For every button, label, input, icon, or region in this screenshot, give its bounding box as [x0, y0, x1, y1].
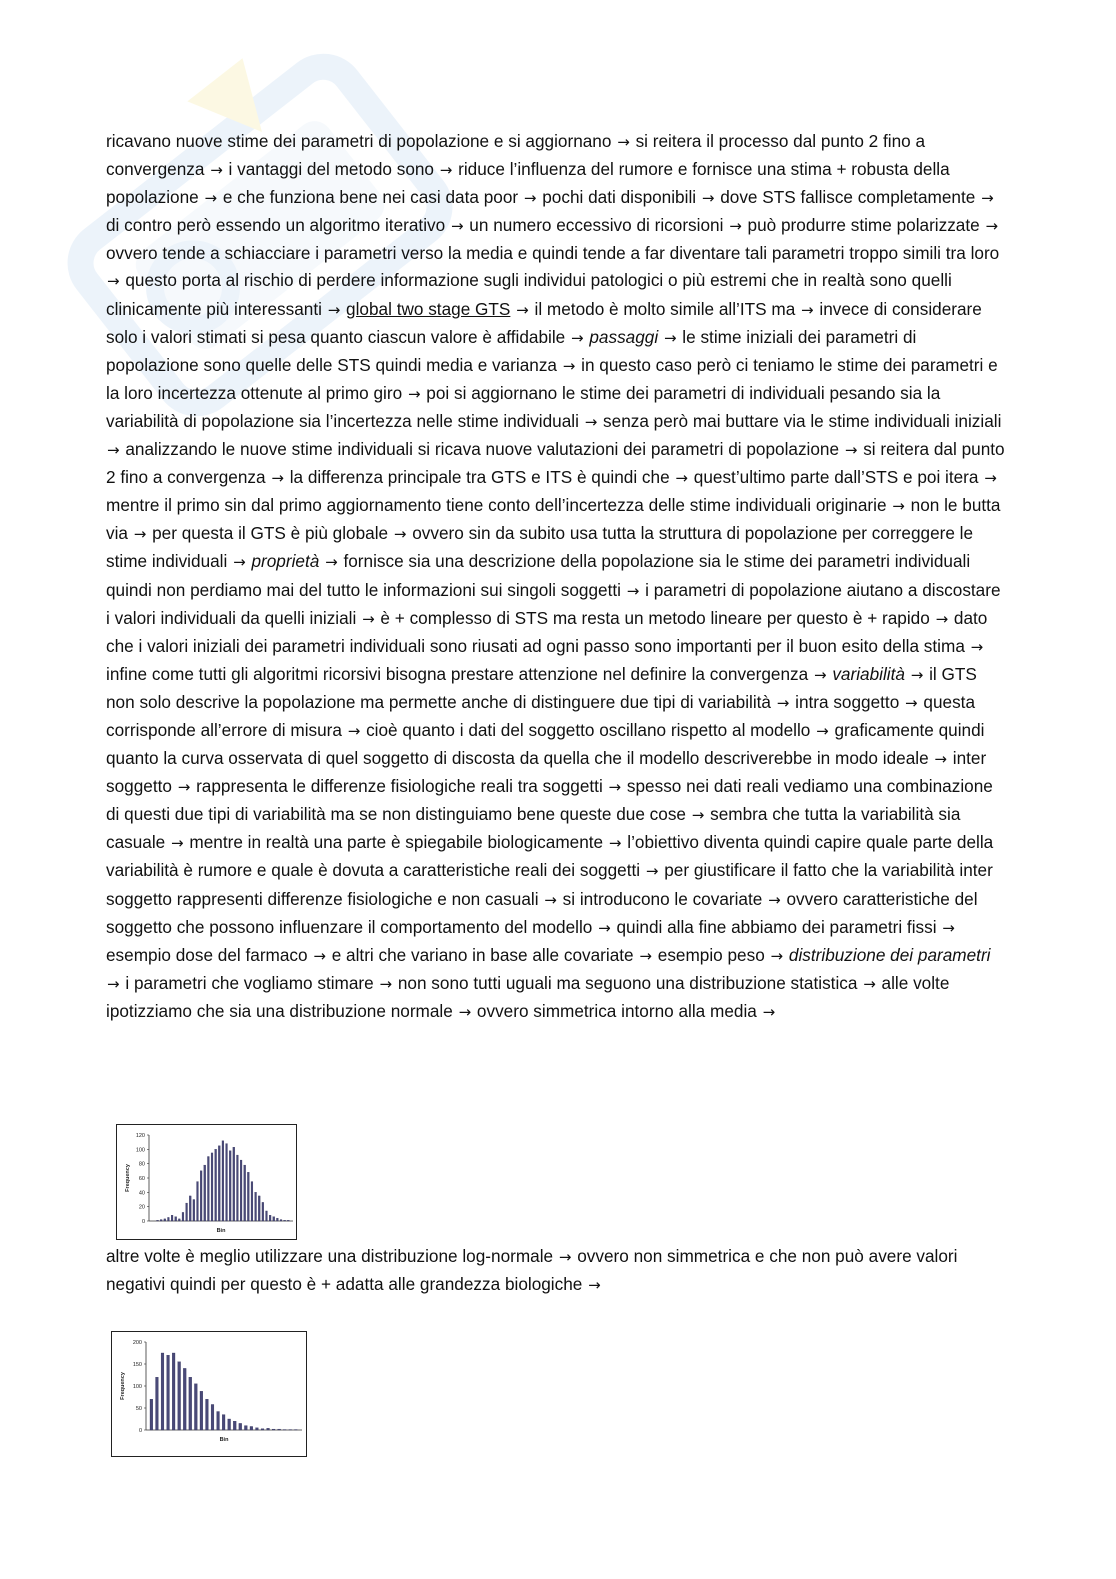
text-run: inter soggetto — [106, 748, 987, 797]
italic-term: distribuzione dei parametri — [788, 944, 991, 965]
histogram-bar — [189, 1196, 191, 1221]
text-run: ovvero tende a schiacciare i parametri verso la media e quindi tende a far diventare tali parametri troppo simili tra loro — [106, 243, 1000, 264]
histogram-bar — [189, 1377, 192, 1430]
histogram-bar — [258, 1196, 260, 1221]
arrow-icon: → — [645, 862, 659, 881]
histogram-bar — [200, 1171, 202, 1221]
y-tick-label: 60 — [138, 1176, 145, 1182]
arrow-icon: → — [133, 525, 147, 544]
arrow-icon: → — [362, 609, 375, 628]
histogram-bar — [272, 1429, 275, 1430]
text-run: pochi dati disponibili — [537, 187, 701, 208]
arrow-icon: → — [177, 778, 191, 797]
arrow-icon: → — [439, 161, 453, 180]
arrow-icon: → — [770, 946, 784, 965]
histogram-bar — [157, 1220, 159, 1221]
text-run: è + complesso di STS ma resta un metodo lineare per questo è + rapido — [375, 607, 935, 628]
text-run: non le butta via — [106, 495, 1001, 544]
arrow-icon: → — [935, 609, 949, 628]
x-axis-label: Bin — [216, 1228, 226, 1234]
text-run: dove STS fallisce completamente — [715, 187, 981, 208]
text-run: quest’ultimo parte dall’STS e poi itera — [689, 467, 984, 488]
body-paragraph — [106, 128, 1006, 1026]
text-run: sembra che tutta la variabilità sia casuale — [106, 804, 961, 853]
arrow-icon: → — [450, 217, 464, 236]
arrow-icon: → — [608, 834, 622, 853]
arrow-icon: → — [675, 469, 688, 488]
arrow-icon: → — [558, 1248, 572, 1266]
histogram-bar — [284, 1220, 286, 1221]
histogram-bar — [251, 1182, 253, 1221]
histogram-bar — [222, 1415, 225, 1430]
text-run: cioè quanto i dati del soggetto oscillano rispetto al modello — [361, 719, 816, 740]
y-tick-label: 0 — [141, 1219, 145, 1225]
text-run: ricavano nuove stime dei parametri di popolazione e si aggiornano — [106, 131, 617, 151]
arrow-icon: → — [327, 300, 341, 319]
histogram-bar — [233, 1147, 235, 1221]
histogram-bar — [262, 1202, 264, 1221]
y-tick-label: 50 — [135, 1406, 142, 1412]
text-run: e che funziona bene nei casi data poor — [218, 187, 523, 208]
text-run: invece di considerare solo i valori stimati si pesa quanto ciascun valore è affidabile — [106, 298, 982, 347]
text-run: l’obiettivo diventa quindi capire quale parte della variabilità è rumore e quale è dovuta a caratteristiche reali dei soggetti — [106, 832, 994, 881]
histogram-bar — [247, 1172, 249, 1221]
arrow-icon: → — [844, 441, 858, 460]
text-run: si reitera dal punto 2 fino a convergenza — [106, 439, 1005, 488]
arrow-icon: → — [379, 974, 393, 993]
histogram-bar — [156, 1377, 159, 1430]
histogram-bar — [200, 1391, 203, 1430]
arrow-icon: → — [544, 890, 557, 909]
arrow-icon: → — [584, 412, 598, 431]
underlined-term: global two stage GTS — [346, 298, 511, 319]
histogram-bar — [237, 1155, 239, 1221]
histogram-bar — [222, 1141, 224, 1221]
histogram-bar — [239, 1423, 242, 1430]
arrow-icon: → — [598, 918, 611, 937]
arrow-icon: → — [910, 665, 924, 684]
histogram-bar — [160, 1220, 162, 1221]
text-run: dato che i valori iniziali dei parametri individuali sono riusati ad ogni passo sono importanti per il buon esito della stima — [106, 607, 988, 656]
arrow-icon: → — [813, 665, 827, 684]
histogram-bar — [261, 1429, 264, 1430]
histogram-bar — [266, 1211, 268, 1221]
arrow-icon: → — [571, 328, 584, 347]
arrow-icon: → — [663, 328, 677, 347]
y-tick-label: 120 — [135, 1133, 145, 1139]
text-run: i vantaggi del metodo sono — [223, 159, 439, 180]
histogram-bar — [211, 1404, 214, 1430]
text-run: per giustificare il fatto che la variabilità inter soggetto rappresenti differenze fisiologiche e non casuali — [106, 860, 993, 909]
arrow-icon: → — [981, 189, 994, 208]
text-run: non sono tutti uguali ma seguono una distribuzione statistica — [393, 972, 863, 993]
histogram-bar — [164, 1219, 166, 1221]
y-tick-label: 150 — [132, 1362, 142, 1368]
arrow-icon: → — [523, 189, 537, 208]
y-tick-label: 100 — [132, 1384, 142, 1390]
y-tick-label: 80 — [138, 1161, 145, 1168]
histogram-bar — [244, 1426, 247, 1430]
arrow-icon: → — [776, 693, 790, 712]
arrow-icon: → — [608, 778, 622, 797]
italic-term: variabilità — [832, 663, 905, 684]
arrow-icon: → — [639, 946, 652, 965]
arrow-icon: → — [934, 750, 947, 769]
y-axis-label: Frequency — [120, 1372, 126, 1400]
arrow-icon: → — [516, 300, 529, 319]
text-run: analizzando le nuove stime individuali si ricava nuove valutazioni dei parametri di popolazione — [120, 439, 844, 460]
histogram-bar — [168, 1217, 170, 1221]
text-run: graficamente quindi quanto la curva osservata di quel soggetto di discosta da quella che il modello descriverebbe in modo ideale — [106, 719, 985, 769]
arrow-icon: → — [393, 525, 407, 544]
arrow-icon: → — [233, 553, 246, 572]
y-tick-label: 20 — [138, 1204, 145, 1211]
arrow-icon: → — [801, 300, 814, 319]
arrow-icon: → — [562, 356, 576, 375]
text-run: il GTS non solo descrive la popolazione ma permette anche di distinguere due tipi di variabilità — [106, 663, 977, 712]
histogram-bar — [226, 1144, 228, 1221]
text-run: rappresenta le differenze fisiologiche reali tra soggetti — [191, 776, 608, 797]
text-run: senza però mai buttare via le stime individuali iniziali — [598, 410, 1002, 431]
lognormal-distribution-chart — [111, 1331, 307, 1457]
histogram-bar — [218, 1146, 220, 1221]
lognormal-paragraph — [106, 1243, 1006, 1299]
text-run: mentre il primo sin dal primo aggiornamento tiene conto dell’incertezza delle stime individuali originarie — [106, 495, 892, 516]
arrow-icon: → — [816, 721, 829, 740]
arrow-icon: → — [905, 693, 918, 712]
histogram-bar — [211, 1153, 213, 1221]
text-run: intra soggetto — [790, 691, 905, 712]
arrow-icon: → — [984, 469, 997, 488]
arrow-icon: → — [762, 1002, 776, 1021]
text-run: di contro però essendo un algoritmo iterativo — [106, 215, 450, 236]
histogram-bar — [167, 1355, 170, 1430]
histogram-bar — [276, 1218, 278, 1221]
histogram-bar — [193, 1200, 195, 1222]
text-run: esempio peso — [652, 944, 770, 965]
histogram-bar — [207, 1157, 209, 1222]
normal-histogram-svg — [117, 1125, 296, 1239]
y-tick-label: 0 — [138, 1428, 142, 1434]
histogram-bar — [233, 1421, 236, 1430]
arrow-icon: → — [892, 497, 905, 516]
text-run: ovvero sin da subito usa tutta la struttura di popolazione per correggere le stime individuali — [106, 523, 974, 572]
histogram-bar — [175, 1217, 177, 1221]
arrow-icon: → — [407, 384, 421, 403]
text-run: le stime iniziali dei parametri di popolazione sono quelle delle STS quindi media e varianza — [106, 326, 917, 375]
lognormal-text — [106, 1243, 1006, 1299]
text-run: questo porta al rischio di perdere informazione sugli individui patologici o più estremi che in realtà sono quelli clinicamente più interessanti — [106, 270, 952, 319]
histogram-bar — [171, 1215, 173, 1221]
histogram-bar — [182, 1212, 184, 1221]
text-run: mentre in realtà una parte è spiegabile biologicamente — [184, 832, 608, 853]
histogram-bar — [217, 1412, 220, 1430]
arrow-icon: → — [729, 217, 742, 236]
histogram-bar — [287, 1220, 289, 1221]
histogram-bar — [178, 1219, 180, 1221]
arrow-icon: → — [313, 946, 326, 965]
arrow-icon: → — [768, 890, 781, 909]
histogram-bar — [183, 1368, 186, 1430]
arrow-icon: → — [347, 721, 361, 740]
histogram-bar — [194, 1384, 197, 1430]
histogram-bar — [256, 1428, 259, 1430]
text-run: per questa il GTS è più globale — [147, 523, 393, 544]
histogram-bar — [228, 1419, 231, 1430]
histogram-bar — [250, 1426, 253, 1430]
arrow-icon: → — [204, 189, 218, 208]
arrow-icon: → — [970, 637, 984, 656]
lognormal-histogram-svg — [112, 1332, 306, 1456]
histogram-bar — [206, 1399, 209, 1430]
text-run: esempio dose del farmaco — [106, 944, 313, 965]
histogram-bar — [186, 1203, 188, 1221]
histogram-bar — [229, 1151, 231, 1221]
arrow-icon: → — [107, 974, 120, 993]
text-run: e altri che variano in base alle covariate — [326, 944, 639, 965]
arrow-icon: → — [985, 217, 999, 236]
y-tick-label: 40 — [138, 1190, 145, 1197]
text-run: alle volte ipotizziamo che sia una distribuzione normale — [106, 972, 950, 1021]
arrow-icon: → — [863, 974, 876, 993]
text-run: spesso nei dati reali vediamo una combinazione di questi due tipi di variabilità ma se non distinguiamo bene queste due cose — [106, 776, 993, 825]
text-run: i parametri che vogliamo stimare — [120, 972, 379, 993]
italic-term: proprietà — [251, 551, 320, 572]
histogram-bar — [204, 1165, 206, 1221]
text-run: si introducono le covariate — [557, 888, 768, 909]
text-run: infine come tutti gli algoritmi ricorsivi bisogna prestare attenzione nel definire la convergenza — [106, 663, 813, 684]
text-run: quindi alla fine abbiamo dei parametri fissi — [611, 916, 942, 937]
text-run: altre volte è meglio utilizzare una distribuzione log-normale — [106, 1246, 558, 1266]
histogram-bar — [215, 1149, 217, 1221]
histogram-bar — [278, 1429, 281, 1430]
histogram-bar — [244, 1165, 246, 1221]
histogram-bar — [273, 1217, 275, 1221]
normal-distribution-chart — [116, 1124, 297, 1240]
text-run: in questo caso però ci teniamo le stime dei parametri e la loro incertezza ottenute al primo giro — [106, 354, 998, 403]
arrow-icon: → — [325, 553, 338, 572]
arrow-icon: → — [210, 161, 223, 180]
arrow-icon: → — [942, 918, 955, 937]
histogram-bar — [280, 1220, 282, 1221]
arrow-icon: → — [271, 469, 284, 488]
text-run: ovvero simmetrica intorno alla media — [472, 1000, 762, 1021]
arrow-icon: → — [107, 441, 120, 460]
histogram-bar — [255, 1192, 257, 1221]
text-run: un numero eccessivo di ricorsioni — [464, 215, 729, 236]
text-run: si reitera il processo dal punto 2 fino a convergenza — [106, 131, 926, 180]
histogram-bar — [150, 1399, 153, 1430]
histogram-bar — [178, 1362, 181, 1430]
text-run: questa corrisponde all’errore di misura — [106, 691, 976, 740]
italic-term: passaggi — [589, 326, 659, 347]
text-run: ovvero non simmetrica e che non può avere valori negativi quindi per questo è + adatta alle grandezza biologiche — [106, 1246, 958, 1295]
histogram-bar — [197, 1182, 199, 1221]
arrow-icon: → — [617, 133, 630, 151]
y-tick-label: 200 — [132, 1340, 142, 1346]
text-run: riduce l’influenza del rumore e fornisce una stima + robusta della popolazione — [106, 159, 950, 208]
text-run: poi si aggiornano le stime dei parametri di individuali pesando sia la variabilità di popolazione sia l’incertezza nelle stime individuali — [106, 382, 941, 431]
arrow-icon: → — [171, 834, 184, 853]
arrow-icon: → — [458, 1002, 472, 1021]
arrow-icon: → — [107, 272, 120, 291]
text-run: fornisce sia una descrizione della popolazione sia le stime dei parametri individuali quindi non perdiamo mai del tutto le informazioni sui singoli soggetti — [106, 551, 971, 600]
y-tick-label: 100 — [135, 1147, 145, 1154]
arrow-icon: → — [626, 581, 640, 600]
text-run: la differenza principale tra GTS e ITS è quindi che — [284, 467, 675, 488]
histogram-bar — [172, 1353, 175, 1430]
text-run: può produrre stime polarizzate — [742, 215, 985, 236]
x-axis-label: Bin — [219, 1437, 229, 1443]
histogram-bar — [269, 1215, 271, 1221]
arrow-icon: → — [691, 806, 705, 825]
text-run: il metodo è molto simile all’ITS ma — [529, 298, 801, 319]
text-run: ovvero caratteristiche del soggetto che possono influenzare il comportamento del modello — [106, 888, 978, 937]
text-run — [905, 664, 910, 684]
text-run: i parametri di popolazione aiutano a discostare i valori individuali da quelli iniziali — [106, 579, 1001, 628]
y-axis-label: Frequency — [125, 1164, 131, 1192]
arrow-icon: → — [701, 189, 715, 208]
histogram-bar — [240, 1160, 242, 1221]
histogram-bar — [161, 1353, 164, 1430]
arrow-icon: → — [588, 1276, 601, 1295]
histogram-bar — [267, 1428, 270, 1430]
body-text — [106, 128, 1006, 1026]
